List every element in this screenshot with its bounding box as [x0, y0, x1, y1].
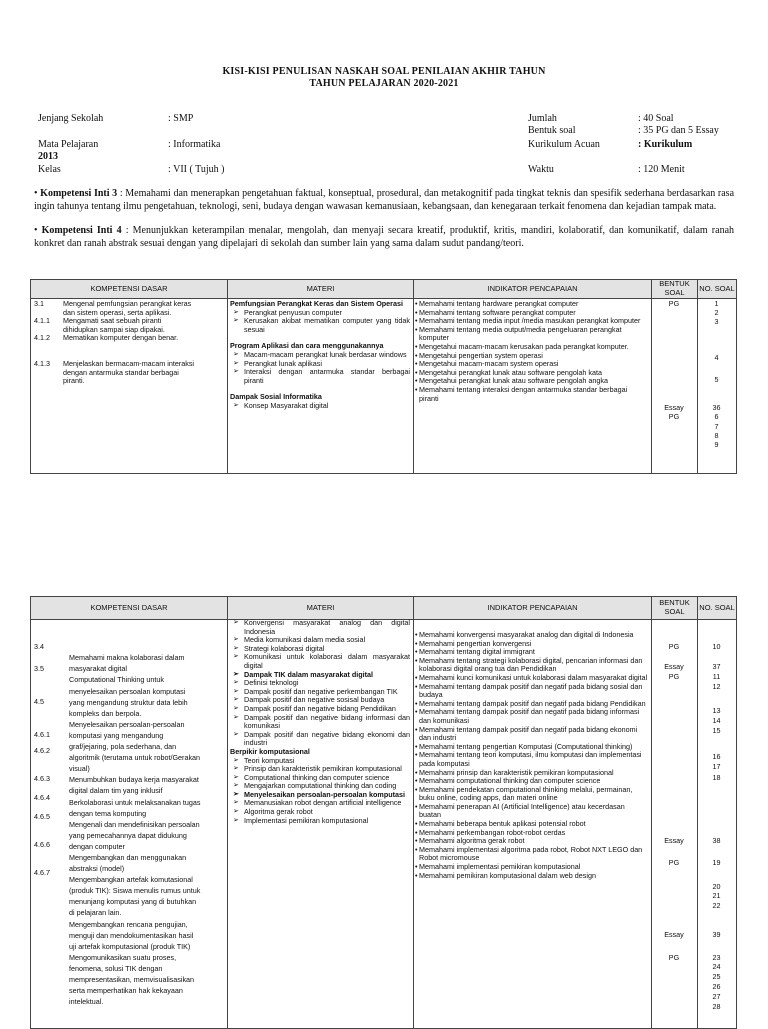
kd-text: Computational Thinking untuk — [69, 675, 164, 685]
doc-title: KISI-KISI PENULISAN NASKAH SOAL PENILAIAN AKHIR TAHUN — [222, 66, 546, 77]
kd-text: fenomena, solusi TIK dengan — [69, 963, 163, 973]
materi-item: ➢ Media komunikasi dalam media sosial — [230, 636, 410, 645]
no-soal-cell: 16 — [712, 752, 721, 761]
kd-text: Mengomunikasikan suatu proses, — [69, 952, 177, 962]
kd-text: Memahami makna kolaborasi dalam — [69, 653, 185, 663]
kd-text: digital dalam tim yang inklusif — [69, 786, 163, 796]
kd-text: Mengembangkan dan menggunakan — [69, 852, 187, 862]
indikator-item: • Mengetahui perangkat lunak atau software pengolah kata — [416, 369, 648, 378]
no-soal-cell: 13 — [712, 706, 721, 715]
materi-item: ➢ Perangkat penyusun computer — [230, 309, 410, 318]
ki3-label: Kompetensi Inti 3 — [40, 188, 118, 199]
ki4-block: • Kompetensi Inti 4 : Menunjukkan keterampilan menalar, mengolah, dan menyaji secara kreatif, produktif, kritis, mandiri, kolaboratif, dan komunikatif, dalam ranah konkret dan ranah abstrak sesuai dengan yang dipelajari di sekolah dan sumber lain yang sama dalam sudut pandang/teori. — [34, 225, 735, 249]
no-soal-cell: 39 — [712, 930, 721, 939]
kurikulum-value: : Kurikulum — [638, 139, 693, 150]
table-2-kd — [69, 621, 225, 1009]
indikator-item: • Mengetahui pengertian system operasi — [416, 352, 648, 361]
bentuk-soal-cell: PG — [668, 642, 680, 651]
kd-text — [69, 621, 225, 632]
no-soal-cell: 15 — [712, 726, 721, 735]
indikator-item: • Memahami tentang teori komputasi, ilmu komputasi dan implementasi pada komputasi — [416, 751, 648, 768]
col-kd-header: KOMPETENSI DASAR — [31, 280, 228, 298]
table-1-header — [30, 279, 737, 299]
no-soal-cell: 2 — [714, 308, 719, 317]
kd-text: komputasi yang mengandung — [69, 730, 164, 740]
indikator-item: • Mengetahui perangkat lunak atau software pengolah angka — [416, 377, 648, 386]
table-1-indikator — [416, 300, 648, 403]
kd-text: abstraksi (model) — [69, 864, 125, 874]
kd-text: Mengenal pemfungsian perangkat keras — [63, 299, 192, 308]
kd-text: Mematikan komputer dengan benar. — [63, 333, 179, 343]
indikator-item: • Memahami implementasi algoritma pada robot, Robot NXT LEGO dan Robot micromouse — [416, 846, 648, 863]
waktu-label: Waktu — [528, 164, 554, 175]
bentuk-value: : 35 PG dan 5 Essay — [638, 125, 719, 136]
table-2-header — [30, 596, 737, 620]
col-kd-header-2: KOMPETENSI DASAR — [31, 597, 228, 619]
kd-text: Menumbuhkan budaya kerja masyarakat — [69, 775, 199, 785]
materi-item: ➢ Mengajarkan computational thinking dan coding — [230, 782, 410, 791]
materi-item: ➢ Kerusakan akibat mematikan computer yang tidak sesuai — [230, 317, 410, 334]
col-indikator-header: INDIKATOR PENCAPAIAN — [414, 280, 652, 298]
bentuk-soal-cell: PG — [668, 858, 680, 867]
indikator-item: • Memahami tentang dampak positif dan negatif pada bidang informasi dan komunikasi — [416, 708, 648, 725]
kd-number: 4.6.7 — [34, 868, 50, 877]
ki4-text: : Menunjukkan keterampilan menalar, mengolah, dan menyaji secara kreatif, produktif, kritis, mandiri, kolaboratif, dan komunikatif, dalam ranah konkret dan ranah abstrak sesuai dengan yang dipelajari di sekolah dan sumber lain yang sama dalam sudut pandang/teori. — [34, 225, 735, 249]
kd-text: menguji dan mendokumentasikan hasil — [69, 930, 194, 940]
col-bentuk-header-2: BENTUK SOAL — [652, 597, 698, 619]
indikator-item: • Memahami perkembangan robot-robot cerdas — [416, 829, 648, 838]
col-bentuk-header: BENTUK SOAL — [652, 280, 698, 298]
kd-text: dengan computer — [69, 841, 125, 851]
table-1-materi — [230, 300, 410, 411]
no-soal-cell: 26 — [712, 982, 721, 991]
no-soal-cell: 37 — [712, 662, 721, 671]
table-2 — [30, 596, 737, 1024]
materi-item: ➢ Perangkat lunak aplikasi — [230, 360, 410, 369]
ki4-label: Kompetensi Inti 4 — [41, 225, 122, 236]
no-soal-cell: 6 — [714, 412, 719, 421]
doc-subtitle: TAHUN PELAJARAN 2020-2021 — [309, 78, 459, 89]
kd-number: 4.6.5 — [34, 812, 50, 821]
kd-text: visual) — [69, 764, 90, 774]
materi-item: ➢ Definisi teknologi — [230, 679, 410, 688]
kd-text: mempresentasikan, memvisualisasikan — [69, 975, 195, 984]
indikator-item: • Memahami tentang software perangkat computer — [416, 309, 648, 318]
materi-item: ➢ Algoritma gerak robot — [230, 808, 410, 817]
kd-text: menunjang komputasi yang di butuhkan — [69, 897, 197, 907]
kd-text: menyelesaikan persoalan komputasi — [69, 686, 186, 696]
indikator-item: • Memahami tentang dampak positif dan negatif pada bidang ekonomi dan industri — [416, 726, 648, 743]
bentuk-soal-cell: Essay — [664, 662, 684, 671]
no-soal-cell: 12 — [712, 682, 721, 691]
materi-item: ➢ Prinsip dan karakteristik pemikiran komputasional — [230, 765, 410, 774]
indikator-item: • Memahami penerapan AI (Artificial Intelligence) atau kecerdasan buatan — [416, 803, 648, 820]
kd-text: dengan tema komputing — [69, 808, 147, 818]
kd-text: kompleks dan berpola. — [69, 708, 142, 718]
kd-text: dan sistem operasi, serta aplikasi. — [63, 307, 172, 317]
materi-item: ➢ Dampak positif dan negative sosisal budaya — [230, 696, 410, 705]
kd-text — [69, 632, 225, 643]
table-2-body — [30, 619, 737, 1029]
kd-text: masyarakat digital — [69, 664, 127, 674]
indikator-item: • Memahami tentang digital immigrant — [416, 648, 648, 657]
materi-item: ➢ Computational thinking dan computer science — [230, 774, 410, 783]
kd-number: 4.1.1 — [34, 316, 50, 326]
no-soal-cell: 25 — [712, 972, 721, 981]
no-soal-cell: 7 — [714, 422, 719, 431]
waktu-value: : 120 Menit — [638, 164, 685, 175]
mapel-value: : Informatika — [168, 139, 221, 150]
indikator-item: • Memahami konvergensi masyarakat analog dan digital di Indonesia — [416, 631, 648, 640]
kd-number: 3.4 — [34, 642, 44, 651]
materi-heading: Dampak Sosial Informatika — [230, 392, 322, 402]
no-soal-cell: 4 — [714, 353, 719, 362]
kd-number: 3.1 — [34, 299, 44, 308]
ki3-block: • Kompetensi Inti 3 : Memahami dan menerapkan pengetahuan faktual, konseptual, prosedural, dan metakognitif pada tingkat teknis dan spesifik sederhana berdasarkan rasa ingin tahunya tentang ilmu pengetahuan, teknologi, seni, budaya dengan wawasan kemanusiaan, kebangsaan, dan kenegaraan terkait fenomena dan kejadian tampak mata. — [34, 188, 735, 212]
kd-text: Menjelaskan bermacam-macam interaksi — [63, 359, 195, 369]
no-soal-cell: 22 — [712, 901, 721, 910]
kd-text: intelektual. — [69, 997, 104, 1007]
materi-item: ➢ Dampak positif dan negative perkembangan TIK — [230, 688, 410, 697]
materi-item: ➢ Komunikasi untuk kolaborasi dalam masyarakat digital — [230, 653, 410, 670]
kd-number: 3.5 — [34, 664, 44, 673]
kd-text: piranti. — [63, 376, 85, 386]
kd-number: 4.6.4 — [34, 793, 50, 802]
no-soal-cell: 20 — [712, 882, 721, 891]
no-soal-cell: 36 — [712, 403, 721, 412]
kd-number: 4.1.2 — [34, 333, 50, 343]
materi-item: ➢ Macam-macam perangkat lunak berdasar windows — [230, 351, 410, 360]
no-soal-cell: 9 — [714, 440, 719, 449]
kd-text: Mengembangkan artefak komutasional — [69, 875, 193, 885]
no-soal-cell: 27 — [712, 992, 721, 1001]
indikator-item: • Memahami beberapa bentuk aplikasi potensial robot — [416, 820, 648, 829]
indikator-item: • Memahami tentang hardware perangkat computer — [416, 300, 648, 309]
kd-text: Mengenali dan mendefinisikan persoalan — [69, 819, 200, 829]
bentuk-soal-cell: Essay — [664, 836, 684, 845]
indikator-item: • Memahami kunci komunikasi untuk kolaborasi dalam masyarakat digital — [416, 674, 648, 683]
bentuk-label: Bentuk soal — [528, 125, 576, 136]
no-soal-cell: 11 — [712, 672, 721, 681]
kd-text: Berkolaborasi untuk melaksanakan tugas — [69, 797, 201, 807]
indikator-item: • Mengetahui macam-macam kerusakan pada perangkat komputer. — [416, 343, 648, 352]
kd-text: Mengamati saat sebuah piranti — [63, 316, 162, 326]
materi-item: ➢ Interaksi dengan antarmuka standar berbagai piranti — [230, 368, 410, 385]
indikator-item: • Memahami tentang interaksi dengan antarmuka standar berbagai piranti — [416, 386, 648, 403]
kd-text: yang mengandung struktur data lebih — [69, 697, 188, 707]
indikator-item: • Memahami pemikiran komputasional dalam web design — [416, 872, 648, 881]
kd-row — [31, 369, 227, 378]
table-1-body — [30, 298, 737, 474]
kd-row — [31, 343, 227, 352]
kd-text: Mengembangkan rencana pengujian, — [69, 919, 188, 929]
table-1-kd — [31, 300, 227, 386]
kd-number: 4.6.3 — [34, 774, 50, 783]
bentuk-soal-cell: Essay — [664, 403, 684, 412]
materi-item: ➢ Strategi kolaborasi digital — [230, 645, 410, 654]
no-soal-cell: 3 — [714, 317, 719, 326]
no-soal-cell: 10 — [712, 642, 721, 651]
no-soal-cell: 38 — [712, 836, 721, 845]
no-soal-cell: 19 — [712, 858, 721, 867]
materi-item: ➢ Konvergensi masyarakat analog dan digital Indonesia — [230, 619, 410, 636]
table-1 — [30, 279, 737, 474]
kd-row — [31, 334, 227, 343]
materi-item: ➢ Dampak positif dan negative bidang informasi dan komunikasi — [230, 714, 410, 731]
materi-item: ➢ Konsep Masyarakat digital — [230, 402, 410, 411]
indikator-item: • Memahami pendekatan computational thinking melalui, permainan, buku online, coding apps, dan materi online — [416, 786, 648, 803]
materi-item: ➢ Implementasi pemikiran komputasional — [230, 817, 410, 826]
no-soal-cell: 14 — [712, 716, 721, 725]
table-2-materi — [230, 619, 410, 825]
materi-item: ➢ Dampak TIK dalam masyarakat digital — [230, 671, 410, 680]
kd-text: dihidupkan sampai siap dipakai. — [63, 324, 165, 334]
jumlah-label: Jumlah — [528, 113, 557, 124]
no-soal-cell: 18 — [712, 773, 721, 782]
indikator-item: • Memahami tentang pengertian Komputasi (Computational thinking) — [416, 743, 648, 752]
kd-number: 4.6.2 — [34, 746, 50, 755]
kd-text: serta memperhatikan hak kekayaan — [69, 986, 183, 996]
col-no-header-2: NO. SOAL — [699, 602, 735, 612]
col-indikator-header-2: INDIKATOR PENCAPAIAN — [414, 597, 652, 619]
materi-heading: Program Aplikasi dan cara menggunakannya — [230, 341, 384, 351]
indikator-item: • Memahami tentang media output/media pengeluaran perangkat komputer — [416, 326, 648, 343]
no-soal-cell: 24 — [712, 962, 721, 971]
bentuk-soal-cell: Essay — [664, 930, 684, 939]
kd-text: Menyelesaikan persoalan-persoalan — [69, 719, 185, 729]
no-soal-cell: 28 — [712, 1002, 721, 1011]
materi-item: ➢ Memanusiakan robot dengan artificial intelligence — [230, 799, 410, 808]
kd-text: dengan antarmuka standar berbagai — [63, 367, 179, 377]
kd-text: graf/jejaring, pola sederhana, dan — [69, 742, 177, 752]
bentuk-soal-cell: PG — [668, 299, 680, 308]
materi-heading: Pemfungsian Perangkat Keras dan Sistem Operasi — [230, 299, 403, 308]
bentuk-soal-cell: PG — [668, 953, 680, 962]
no-soal-cell: 5 — [714, 375, 719, 384]
col-materi-header-2: MATERI — [228, 597, 414, 619]
bentuk-soal-cell: PG — [668, 672, 680, 681]
indikator-item: • Memahami computational thinking dan computer science — [416, 777, 648, 786]
kd-text: algoritmik (terutama untuk robot/Gerakan — [69, 753, 201, 763]
kd-row — [31, 377, 227, 386]
no-soal-cell: 17 — [712, 762, 721, 771]
indikator-item: • Mengetahui macam-macam system operasi — [416, 360, 648, 369]
table-2-indikator — [416, 631, 648, 880]
no-soal-cell: 23 — [712, 953, 721, 962]
materi-item: ➢ Teori komputasi — [230, 757, 410, 766]
indikator-item: • Memahami tentang strategi kolaborasi digital, pencarian informasi dan kolaborasi digital orang tua dan Pendidikan — [416, 657, 648, 674]
indikator-item: • Memahami prinsip dan karakteristik pemikiran komputasional — [416, 769, 648, 778]
no-soal-cell: 1 — [714, 299, 719, 308]
kd-text: uji artefak komputasional (produk TIK) — [69, 941, 191, 951]
jumlah-value: : 40 Soal — [638, 113, 674, 124]
no-soal-cell: 21 — [712, 891, 721, 900]
materi-item: ➢ Menyelesaikan persoalan-persoalan komputasi — [230, 791, 410, 800]
col-no-header: NO. SOAL — [699, 283, 735, 293]
kd-text: yang pemecahannya dapat didukung — [69, 830, 187, 840]
mapel-label: Mata Pelajaran — [38, 139, 99, 150]
kd-number: 4.1.3 — [34, 359, 50, 369]
kd-text: di pelajaran lain. — [69, 908, 122, 918]
bentuk-soal-cell: PG — [668, 412, 680, 421]
ki3-text: : Memahami dan menerapkan pengetahuan faktual, konseptual, prosedural, dan metakognitif pada tingkat teknis dan spesifik sederhana berdasarkan rasa ingin tahunya tentang ilmu pengetahuan, teknologi, seni, budaya dengan wawasan kemanusiaan, kebangsaan, dan kenegaraan terkait fenomena dan kejadian tampak mata. — [34, 188, 735, 212]
kurikulum-label: Kurikulum Acuan — [528, 139, 600, 150]
kd-number: 4.6.6 — [34, 840, 50, 849]
jenjang-value: : SMP — [168, 113, 194, 124]
kelas-label: Kelas — [38, 164, 61, 175]
indikator-item: • Memahami implementasi pemikiran komputasional — [416, 863, 648, 872]
indikator-item: • Memahami algoritma gerak robot — [416, 837, 648, 846]
indikator-item: • Memahami tentang media input /media masukan perangkat komputer — [416, 317, 648, 326]
jenjang-label: Jenjang Sekolah — [38, 113, 104, 124]
kd-number: 4.6.1 — [34, 730, 50, 739]
indikator-item: • Memahami tentang dampak positif dan negatif pada bidang sosial dan budaya — [416, 683, 648, 700]
materi-heading: Berpikir komputasional — [230, 746, 310, 756]
materi-item: ➢ Dampak positif dan negative bidang ekonomi dan industri — [230, 731, 410, 748]
col-materi-header: MATERI — [228, 280, 414, 298]
materi-item: ➢ Dampak positif dan negative bidang Pendidikan — [230, 705, 410, 714]
kurikulum-year: 2013 — [38, 151, 58, 162]
kd-number: 4.5 — [34, 697, 44, 706]
kelas-value: : VII ( Tujuh ) — [168, 164, 225, 175]
kd-text: (produk TIK): Siswa menulis rumus untuk — [69, 886, 201, 896]
no-soal-cell: 8 — [714, 431, 719, 440]
indikator-item: • Memahami tentang dampak positif dan negatif pada bidang Pendidikan — [416, 700, 648, 709]
indikator-item: • Memahami pengertian konvergensi — [416, 640, 648, 649]
